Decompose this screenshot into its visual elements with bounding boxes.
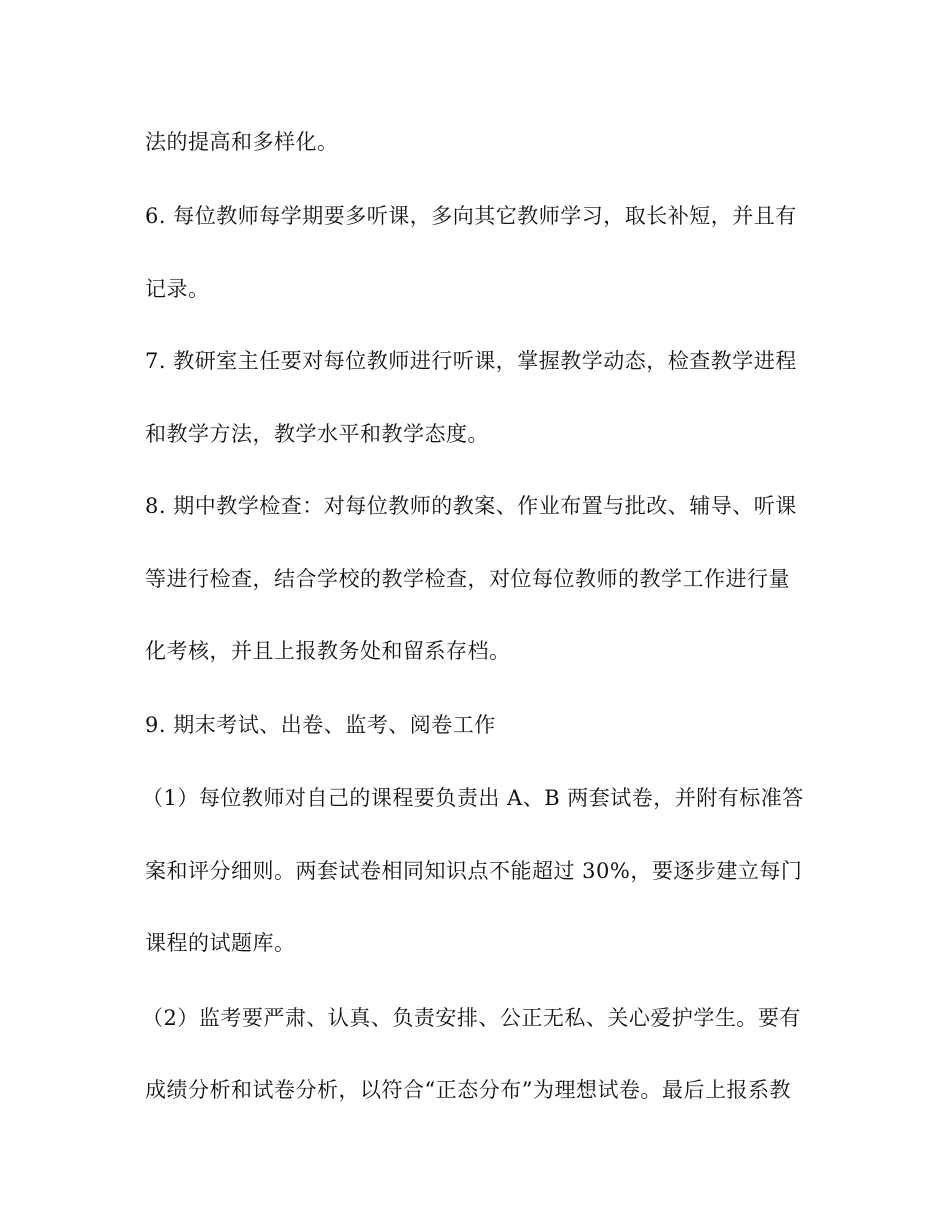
text-line: 9. 期末考试、出卷、监考、阅卷工作	[145, 713, 496, 737]
text-line: 化考核，并且上报教务处和留系存档。	[145, 639, 511, 663]
text-line: 案和评分细则。两套试卷相同知识点不能超过 30%，要逐步建立每门	[145, 859, 803, 883]
text-line: 8. 期中教学检查：对每位教师的教案、作业布置与批改、辅导、听课	[145, 494, 797, 518]
text-line: 课程的试题库。	[145, 931, 296, 955]
text-line: 法的提高和多样化。	[145, 130, 339, 154]
text-line: 记录。	[145, 277, 210, 301]
text-line: （2）监考要严肃、认真、负责安排、公正无私、关心爱护学生。要有	[142, 1006, 801, 1030]
text-line: 7. 教研室主任要对每位教师进行听课，掌握教学动态，检查教学进程	[145, 349, 797, 373]
text-line: 6. 每位教师每学期要多听课，多向其它教师学习，取长补短，并且有	[145, 204, 797, 228]
text-line: 和教学方法，教学水平和教学态度。	[145, 422, 489, 446]
text-line: 等进行检查，结合学校的教学检查，对位每位教师的教学工作进行量	[145, 567, 790, 591]
text-line: （1）每位教师对自己的课程要负责出 A、B 两套试卷，并附有标准答	[142, 786, 804, 810]
text-line: 成绩分析和试卷分析，以符合“正态分布”为理想试卷。最后上报系教	[145, 1078, 791, 1102]
